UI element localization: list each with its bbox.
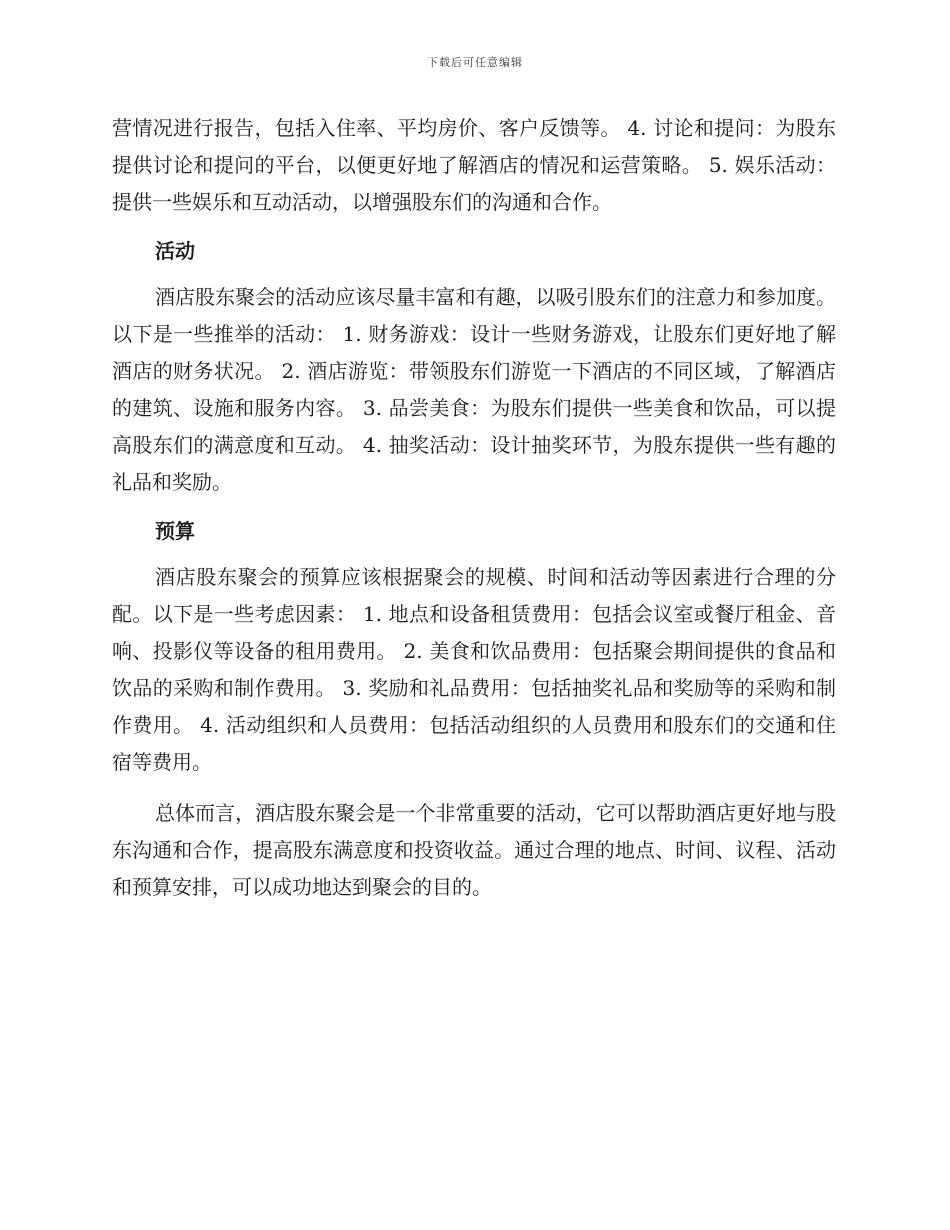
document-body <box>112 110 836 906</box>
paragraph-gap <box>112 781 836 795</box>
section-heading-activities: 活动 <box>155 239 195 263</box>
page-header-watermark: 下载后可任意编辑 <box>427 56 523 69</box>
budget-paragraph: 酒店股东聚会的预算应该根据聚会的规模、时间和活动等因素进行合理的分配。以下是一些考虑因素： 1. 地点和设备租赁费用：包括会议室或餐厅租金、音响、投影仪等设备的租用费用。 2. 美食和饮品费用：包括聚会期间提供的食品和饮品的采购和制作费用。 3. 奖励和礼品费用：包括抽奖礼品和奖励等的采购和制作费用。 4. 活动组织和人员费用：包括活动组织的人员费用和股东们的交通和住宿等费用。 <box>112 565 836 774</box>
conclusion-paragraph: 总体而言，酒店股东聚会是一个非常重要的活动，它可以帮助酒店更好地与股东沟通和合作，提高股东满意度和投资收益。通过合理的地点、时间、议程、活动和预算安排，可以成功地达到聚会的目的。 <box>112 801 836 899</box>
activities-paragraph: 酒店股东聚会的活动应该尽量丰富和有趣，以吸引股东们的注意力和参加度。以下是一些推举的活动： 1. 财务游戏：设计一些财务游戏，让股东们更好地了解酒店的财务状况。 2. 酒店游览：带领股东们游览一下酒店的不同区域，了解酒店的建筑、设施和服务内容。 3. 品尝美食：为股东们提供一些美食和饮品，可以提高股东们的满意度和互动。 4. 抽奖活动：设计抽奖环节，为股东提供一些有趣的礼品和奖励。 <box>112 285 836 494</box>
intro-continuation-paragraph: 营情况进行报告，包括入住率、平均房价、客户反馈等。 4. 讨论和提问：为股东提供讨论和提问的平台，以便更好地了解酒店的情况和运营策略。 5. 娱乐活动：提供一些娱乐和互动活动，以增强股东们的沟通和合作。 <box>112 116 836 214</box>
section-heading-budget: 预算 <box>155 519 195 543</box>
